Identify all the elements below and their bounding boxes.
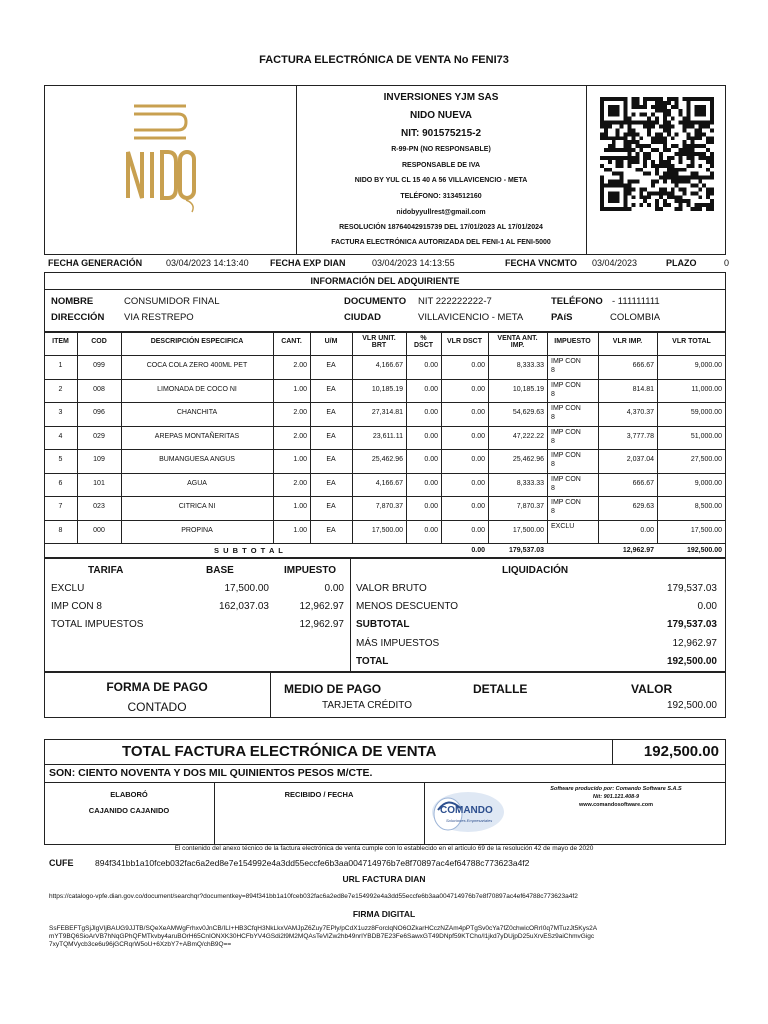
- items-subtotal-vant: 179,537.03: [508, 547, 544, 554]
- payment-form-label: FORMA DE PAGO: [106, 680, 208, 694]
- item-vimp: 0.00: [640, 526, 654, 534]
- buyer-address-value: VIA RESTREPO: [124, 312, 194, 323]
- exp-date-label: FECHA EXP DIAN: [270, 258, 346, 268]
- item-desc: CHANCHITA: [176, 409, 218, 416]
- item-dsct: 0.00: [424, 362, 438, 369]
- item-unit: 27,314.81: [371, 409, 403, 416]
- item-tax-rate: 8: [551, 414, 555, 421]
- item-vant: 8,333.33: [516, 362, 544, 369]
- payment-medium-value: TARJETA CRÉDITO: [322, 700, 413, 711]
- summary-box: [44, 558, 726, 672]
- url-value[interactable]: https://catalogo-vpfe.dian.gov.co/document/searchqr?documentkey=894f341bb1a10fceb032fac6a2ed8e7e154992e4a3dd55eccfe6b3aa004714976b7e8f70897ac4ef64788c773623a4f2: [49, 893, 578, 900]
- item-total: 27,500.00: [690, 456, 722, 463]
- item-desc: CITRICA NI: [178, 503, 216, 510]
- col-um: U/M: [324, 338, 338, 345]
- item-um: EA: [326, 385, 336, 393]
- item-unit: 25,462.96: [371, 456, 403, 463]
- item-tax: IMP CON: [551, 405, 581, 412]
- item-vant: 7,870.37: [516, 503, 544, 510]
- item-tax-rate: 8: [551, 484, 555, 492]
- software-logo-sub: Soluciones Empresariales: [446, 818, 493, 823]
- liq-disc-label: MENOS DESCUENTO: [356, 601, 459, 612]
- items-subtotal-vdsct: 0.00: [471, 547, 485, 554]
- col-vimp: VLR IMP.: [612, 338, 643, 345]
- item-vimp: 2,037.04: [626, 456, 654, 463]
- cufe-value: 894f341bb1a10fceb032fac6a2ed8e7e154992e4a3dd55eccfe6b3aa004714976b7e8f70897ac4ef64788c773623a4f2: [95, 858, 530, 868]
- item-qty: 1.00: [293, 385, 307, 393]
- buyer-phone-label: TELÉFONO: [551, 296, 603, 307]
- item-desc: PROPINA: [181, 526, 213, 534]
- item-um: EA: [326, 409, 336, 416]
- software-line2: Nit: 901.121.408-9: [592, 794, 640, 800]
- item-qty: 1.00: [293, 456, 307, 463]
- item-item: 6: [58, 479, 63, 487]
- item-qty: 2.00: [293, 479, 307, 487]
- item-vdsct: 0.00: [471, 385, 485, 393]
- col-unit: [352, 335, 406, 349]
- col-vant-line1: VENTA ANT.: [497, 335, 538, 342]
- gen-date-label: FECHA GENERACIÓN: [48, 258, 143, 268]
- liq-gross-value: 179,537.03: [666, 583, 717, 594]
- liq-disc-value: 0.00: [697, 601, 717, 612]
- grand-total-value: 192,500.00: [643, 743, 719, 760]
- item-vimp: 666.67: [632, 479, 654, 487]
- item-vant: 54,629.63: [512, 409, 544, 416]
- software-line1: Software producido por: Comando Software S.A.S: [550, 786, 682, 792]
- item-vdsct: 0.00: [471, 526, 485, 534]
- liq-tax-value: 12,962.97: [672, 638, 717, 649]
- due-date-label: FECHA VNCMTO: [505, 258, 577, 268]
- company-address: NIDO BY YUL CL 15 40 A 56 VILLAVICENCIO - META: [354, 177, 528, 184]
- tax-row-base: 17,500.00: [224, 583, 269, 594]
- payment-value-label: VALOR: [631, 682, 673, 696]
- buyer-doc-value: NIT 222222222-7: [418, 296, 492, 307]
- payment-value-value: 192,500.00: [666, 700, 717, 711]
- items-subtotal-vimp: 12,962.97: [622, 547, 654, 554]
- buyer-name-label: NOMBRE: [51, 296, 94, 307]
- item-unit: 4,166.67: [375, 479, 403, 487]
- item-total: 11,000.00: [691, 385, 722, 393]
- signature-line3: 7xyTQMVycb3ce6u96jGCRqrW5oU+6XzbY7+ABmQ/chB9Q==: [49, 941, 232, 948]
- item-cod: 023: [93, 503, 105, 510]
- item-vdsct: 0.00: [471, 456, 485, 463]
- signature-line1: SsFEBEFTgSjJlgVIjBAUG9JJTB/SQeXeAMWgFrhxv0JnCB/ILI+HB3CfqH3NkLkxVAMJpZ6Zuy7EPly/pCdX1uzz8ForclqNO6OZkarHCczNZAm4pPTgSv0cYa7fZ0chwicORrI0q7MTuzJt5Kys2A: [49, 925, 598, 932]
- company-nit: NIT: 901575215-2: [400, 128, 482, 139]
- item-vdsct: 0.00: [471, 362, 485, 369]
- item-item: 8: [58, 526, 63, 534]
- signature-line2: mYT9BQ6SioArVB7hNqGPhQFMTkvby4aruBOrH65CnIONXK30HCFbYV4GSdi2l9M2MQAsTeVlZw2hb49nrIYBDB7E23Fe6SawxGT49DNpf59KTCho/l1jkd7yDUjpD25uXrvESz9aiChmvGigc: [49, 933, 595, 940]
- item-item: 2: [58, 385, 63, 393]
- item-qty: 2.00: [293, 362, 307, 369]
- item-unit: 23,611.11: [372, 432, 403, 440]
- tax-total-label: TOTAL IMPUESTOS: [51, 619, 144, 630]
- buyer-country-value: COLOMBIA: [610, 312, 661, 323]
- item-cod: 099: [93, 362, 105, 369]
- item-cod: 109: [93, 456, 105, 463]
- invoice-title: FACTURA ELECTRÓNICA DE VENTA No FENI73: [259, 54, 509, 66]
- item-item: 5: [58, 456, 63, 463]
- liq-gross-label: VALOR BRUTO: [356, 583, 427, 594]
- item-vimp: 814.81: [632, 385, 654, 393]
- buyer-city-label: CIUDAD: [344, 312, 381, 323]
- item-dsct: 0.00: [424, 479, 438, 487]
- item-unit: 4,166.67: [375, 362, 403, 369]
- item-total: 51,000.00: [690, 432, 722, 440]
- software-logo-text: COMANDO: [440, 805, 493, 816]
- item-total: 9,000.00: [694, 362, 722, 369]
- item-unit: 10,185.19: [371, 385, 403, 393]
- item-um: EA: [326, 432, 336, 440]
- item-um: EA: [326, 479, 336, 487]
- item-vant: 25,462.96: [512, 456, 544, 463]
- item-cod: 029: [93, 432, 105, 440]
- tax-head-base: BASE: [206, 565, 234, 576]
- item-unit: 17,500.00: [371, 526, 403, 534]
- item-total: 17,500.00: [690, 526, 722, 534]
- item-um: EA: [326, 503, 336, 510]
- company-iva: RESPONSABLE DE IVA: [401, 162, 481, 169]
- qr-code: [600, 97, 714, 211]
- item-vimp: 629.63: [632, 503, 654, 510]
- company-name: INVERSIONES YJM SAS: [383, 92, 499, 103]
- url-label: URL FACTURA DIAN: [342, 874, 426, 884]
- col-vtotal: VLR TOTAL: [672, 338, 711, 345]
- tax-head-impuesto: IMPUESTO: [284, 565, 337, 576]
- item-item: 7: [58, 503, 63, 510]
- item-cod: 101: [93, 479, 105, 487]
- item-dsct: 0.00: [424, 385, 438, 393]
- company-logo: [120, 100, 200, 220]
- item-dsct: 0.00: [424, 432, 438, 440]
- company-authorized: FACTURA ELECTRÓNICA AUTORIZADA DEL FENI-1 AL FENI-5000: [331, 239, 551, 246]
- items-subtotal-label: S U B T O T A L: [214, 546, 284, 555]
- gen-date-value: 03/04/2023 14:13:40: [166, 258, 249, 268]
- item-vdsct: 0.00: [471, 432, 485, 440]
- cufe-label: CUFE: [49, 858, 74, 868]
- company-regime: R-99-PN (NO RESPONSABLE): [391, 146, 491, 153]
- item-tax: IMP CON: [551, 381, 581, 389]
- legal-note: El contenido del anexo técnico de la factura electrónica de venta cumple con lo establecido en el artículo 69 de la resolución 42 de mayo de 2020: [174, 845, 594, 852]
- item-dsct: 0.00: [424, 503, 438, 510]
- company-resolution: RESOLUCIÓN 18764042915739 DEL 17/01/2023 AL 17/01/2024: [339, 224, 543, 231]
- received-label: RECIBIDO / FECHA: [284, 790, 354, 799]
- term-value: 0: [724, 258, 730, 268]
- buyer-section-title: INFORMACIÓN DEL ADQUIRIENTE: [310, 276, 460, 286]
- item-um: EA: [326, 362, 336, 369]
- col-dsct-line2: DSCT: [413, 342, 434, 349]
- item-item: 3: [58, 409, 63, 416]
- amount-in-words: SON: CIENTO NOVENTA Y DOS MIL QUINIENTOS PESOS M/CTE.: [49, 767, 373, 779]
- item-total: 9,000.00: [694, 479, 722, 487]
- liq-sub-label: SUBTOTAL: [356, 619, 410, 630]
- liq-sub-value: 179,537.03: [666, 619, 717, 630]
- item-vdsct: 0.00: [471, 409, 485, 416]
- item-tax: IMP CON: [551, 428, 581, 436]
- buyer-doc-label: DOCUMENTO: [344, 296, 407, 307]
- item-tax: IMP CON: [551, 358, 581, 365]
- buyer-address-label: DIRECCIÓN: [51, 312, 105, 323]
- liq-tax-label: MÁS IMPUESTOS: [356, 638, 440, 649]
- item-dsct: 0.00: [424, 456, 438, 463]
- made-by-label: ELABORÓ: [110, 790, 148, 799]
- item-vant: 47,222.22: [512, 432, 544, 440]
- tax-row-imp: 0.00: [324, 583, 344, 594]
- item-qty: 1.00: [293, 526, 307, 534]
- tax-row-imp: 12,962.97: [299, 601, 344, 612]
- item-item: 1: [58, 362, 63, 369]
- col-unit-line1: VLR UNIT.: [362, 335, 396, 342]
- item-vdsct: 0.00: [471, 503, 485, 510]
- buyer-phone-value: - 111111111: [612, 296, 660, 307]
- payment-form-value: CONTADO: [127, 700, 187, 714]
- item-vant: 17,500.00: [512, 526, 544, 534]
- col-unit-line2: BRT: [371, 342, 387, 349]
- item-vimp: 4,370.37: [626, 409, 654, 416]
- item-tax-rate: 8: [551, 461, 555, 468]
- col-vdsct: VLR DSCT: [447, 338, 482, 345]
- item-tax: IMP CON: [551, 499, 581, 506]
- item-tax-rate: 8: [551, 508, 555, 515]
- item-cod: 008: [93, 385, 105, 393]
- software-line3: www.comandosoftware.com: [578, 802, 654, 808]
- liq-total-value: 192,500.00: [666, 656, 717, 667]
- buyer-name-value: CONSUMIDOR FINAL: [124, 296, 220, 307]
- item-vant: 8,333.33: [516, 479, 544, 487]
- items-subtotal-total: 192,500.00: [686, 547, 722, 554]
- company-phone: TELÉFONO: 3134512160: [400, 193, 482, 200]
- buyer-city-value: VILLAVICENCIO - META: [418, 312, 524, 323]
- item-desc: LIMONADA DE COCO NI: [157, 385, 237, 393]
- item-total: 59,000.00: [690, 409, 722, 416]
- col-desc: DESCRIPCIÓN ESPECIFICA: [150, 338, 244, 345]
- made-by-value: CAJANIDO CAJANIDO: [88, 806, 170, 815]
- item-cod: 096: [93, 409, 105, 416]
- col-dsct: [406, 335, 441, 349]
- liq-total-label: TOTAL: [356, 656, 389, 667]
- item-um: EA: [326, 526, 336, 534]
- item-qty: 2.00: [293, 432, 307, 440]
- tax-row-tarifa: EXCLU: [51, 583, 85, 594]
- item-total: 8,500.00: [694, 503, 722, 510]
- col-vant-line2: IMP.: [510, 342, 525, 349]
- payment-medium-label: MEDIO DE PAGO: [284, 682, 382, 696]
- tax-row-tarifa: IMP CON 8: [51, 601, 102, 612]
- col-item: ITEM: [52, 338, 69, 345]
- signature-label: FIRMA DIGITAL: [352, 909, 416, 919]
- tax-total-value: 12,962.97: [299, 619, 344, 630]
- buyer-country-label: PAíS: [551, 312, 573, 323]
- company-email: nidobyyullrest@gmail.com: [396, 209, 486, 216]
- item-item: 4: [58, 432, 63, 440]
- item-um: EA: [326, 456, 336, 463]
- col-dsct-line1: %: [420, 335, 427, 342]
- item-qty: 1.00: [293, 503, 307, 510]
- item-tax-rate: 8: [551, 437, 555, 445]
- item-vant: 10,185.19: [512, 385, 544, 393]
- tax-row-base: 162,037.03: [218, 601, 269, 612]
- exp-date-value: 03/04/2023 14:13:55: [372, 258, 455, 268]
- item-desc: BUMANGUESA ANGUS: [159, 456, 235, 463]
- item-dsct: 0.00: [424, 409, 438, 416]
- grand-total-label: TOTAL FACTURA ELECTRÓNICA DE VENTA: [122, 743, 437, 760]
- payment-detail-label: DETALLE: [473, 682, 528, 696]
- item-desc: AGUA: [187, 479, 207, 487]
- item-tax: IMP CON: [551, 452, 581, 459]
- due-date-value: 03/04/2023: [592, 258, 638, 268]
- item-vdsct: 0.00: [471, 479, 485, 487]
- col-vant: [488, 335, 547, 349]
- item-unit: 7,870.37: [375, 503, 403, 510]
- item-tax: IMP CON: [551, 475, 581, 483]
- col-tax: IMPUESTO: [554, 338, 591, 345]
- col-qty: CANT.: [281, 338, 302, 345]
- liquidation-title: LIQUIDACIÓN: [502, 565, 569, 576]
- term-label: PLAZO: [666, 258, 697, 268]
- item-tax-rate: 8: [551, 367, 555, 374]
- item-dsct: 0.00: [424, 526, 438, 534]
- item-desc: COCA COLA ZERO 400ML PET: [146, 362, 248, 369]
- col-cod: COD: [91, 338, 107, 345]
- tax-head-tarifa: TARIFA: [88, 565, 124, 576]
- item-desc: AREPAS MONTAÑERITAS: [154, 432, 240, 440]
- item-tax-rate: 8: [551, 390, 555, 398]
- software-logo: [430, 788, 506, 838]
- item-vimp: 666.67: [632, 362, 654, 369]
- item-qty: 2.00: [293, 409, 307, 416]
- item-vimp: 3,777.78: [626, 432, 654, 440]
- item-cod: 000: [93, 526, 105, 534]
- item-tax: EXCLU: [551, 522, 575, 530]
- company-brand: NIDO NUEVA: [409, 110, 473, 121]
